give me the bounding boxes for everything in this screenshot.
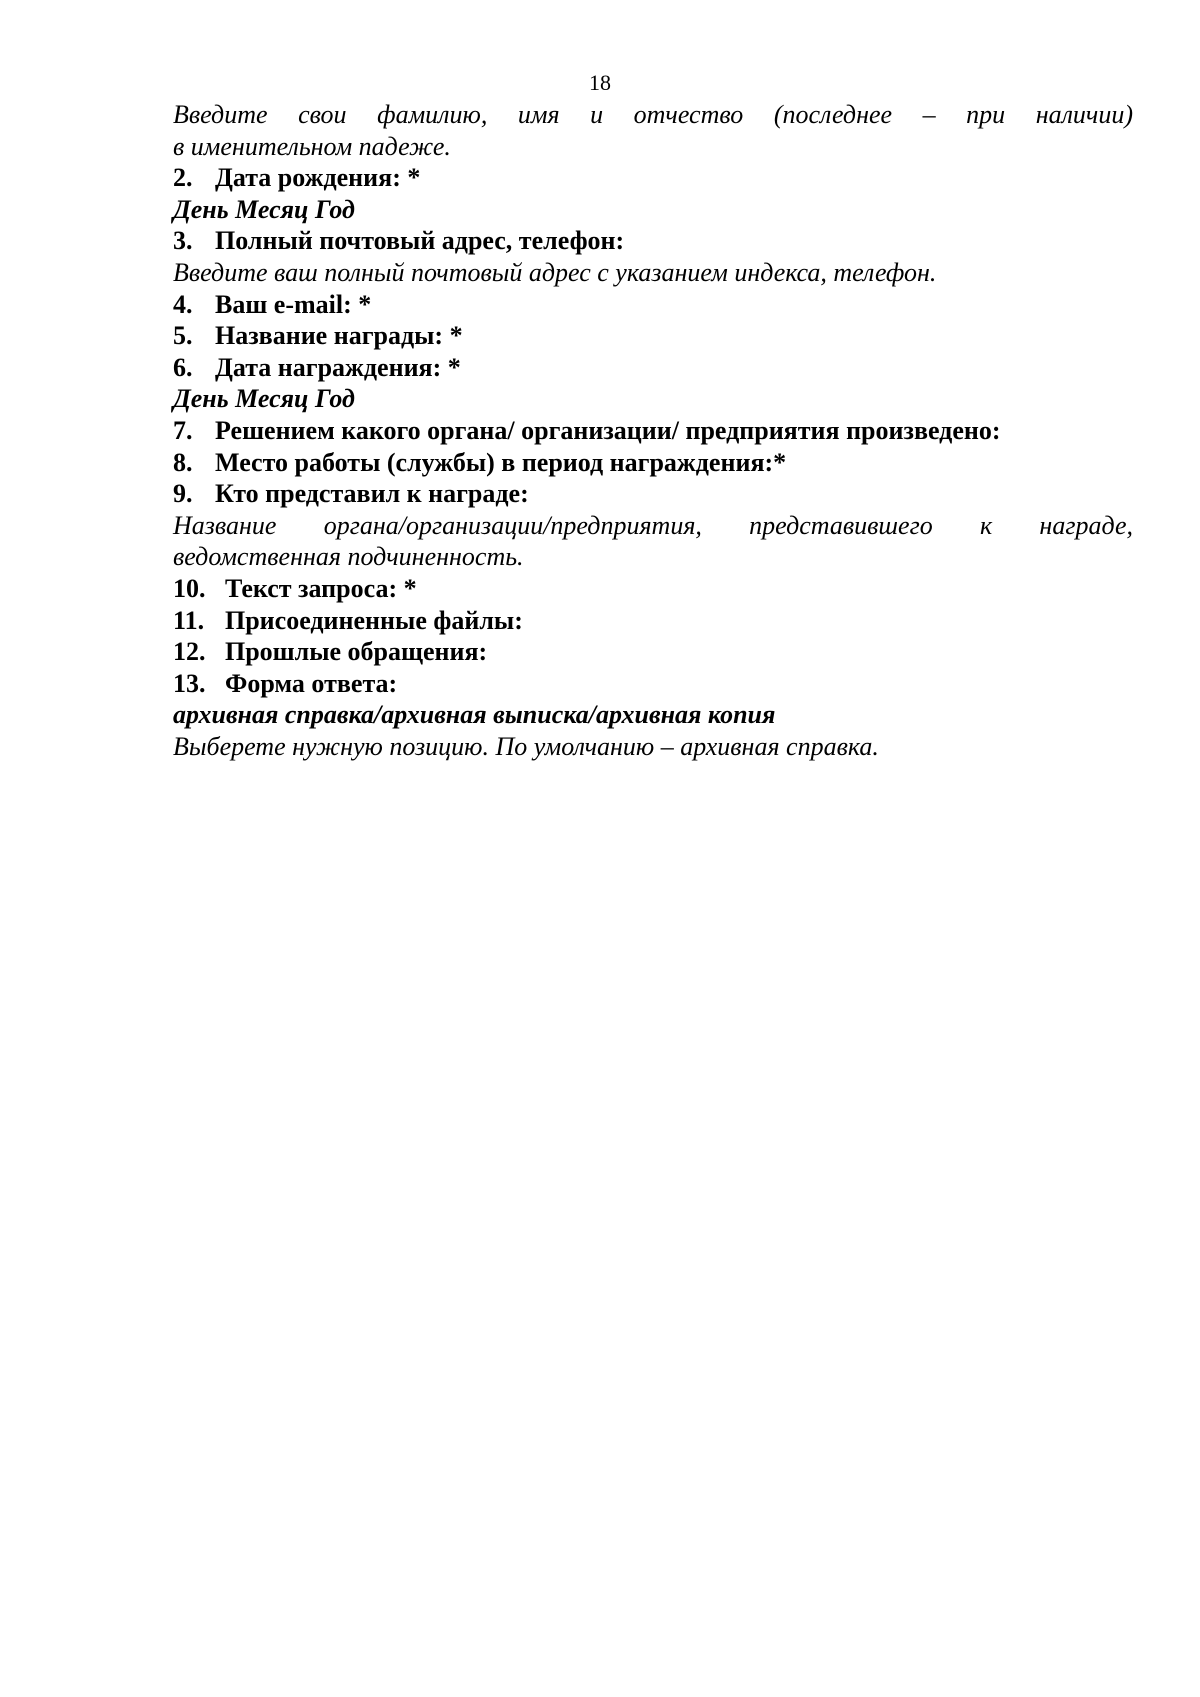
field-item-address [173,225,1133,257]
field-number: 7. [173,415,193,445]
form-fields-description [173,99,1133,762]
field-label: Форма ответа: [225,668,398,698]
field-number: 6. [173,352,193,382]
field-number: 8. [173,447,193,477]
full-name-hint-line-1: Введите свои фамилию, имя и отчество (последнее – при наличии) [173,100,1133,129]
full-name-hint-line-2: в именительном падеже. [173,131,451,161]
field-number: 13. [173,668,206,698]
answer-form-hint: Выберете нужную позицию. По умолчанию – архивная справка. [173,731,879,761]
field-label: Текст запроса: * [225,573,417,603]
field-number: 12. [173,637,206,667]
field-number: 10. [173,573,206,603]
field-label: Кто представил к награде: [215,479,529,509]
field-item-birth-date [173,162,1133,194]
field-label: Дата рождения: * [215,163,421,193]
field-number: 5. [173,321,193,351]
field-number: 3. [173,226,193,256]
field-item-attached-files [173,605,1133,637]
field-label: Присоединенные файлы: [225,605,523,635]
field-number: 2. [173,163,193,193]
answer-form-options: архивная справка/архивная выписка/архивная копия [173,700,776,730]
field-item-award-name [173,320,1133,352]
field-label: Место работы (службы) в период награждения:* [215,447,787,477]
field-label: Решением какого органа/ организации/ предприятия произведено: [215,415,1001,445]
field-item-email [173,289,1133,321]
field-label: Прошлые обращения: [225,637,488,667]
field-number: 11. [173,605,205,635]
award-date-format: День Месяц Год [173,384,355,414]
field-number: 9. [173,479,193,509]
field-item-past-requests [173,636,1133,668]
field-label: Ваш e-mail: * [215,289,372,319]
page-number: 18 [589,70,611,95]
field-item-award-date [173,352,1133,384]
field-label: Название награды: * [215,321,463,351]
field-label: Дата награждения: * [215,352,461,382]
field-item-answer-form [173,668,1133,700]
birth-date-format: День Месяц Год [173,194,355,224]
field-number: 4. [173,289,193,319]
field-item-issuing-authority [173,415,1133,447]
presenter-hint-line-1: Название органа/организации/предприятия, представившего к награде, [173,510,1133,540]
field-item-request-text [173,573,1133,605]
field-label: Полный почтовый адрес, телефон: [215,226,625,256]
presenter-hint-line-2: ведомственная подчиненность. [173,542,524,572]
field-item-workplace [173,447,1133,479]
address-hint: Введите ваш полный почтовый адрес с указанием индекса, телефон. [173,257,937,287]
field-item-presenter [173,478,1133,510]
